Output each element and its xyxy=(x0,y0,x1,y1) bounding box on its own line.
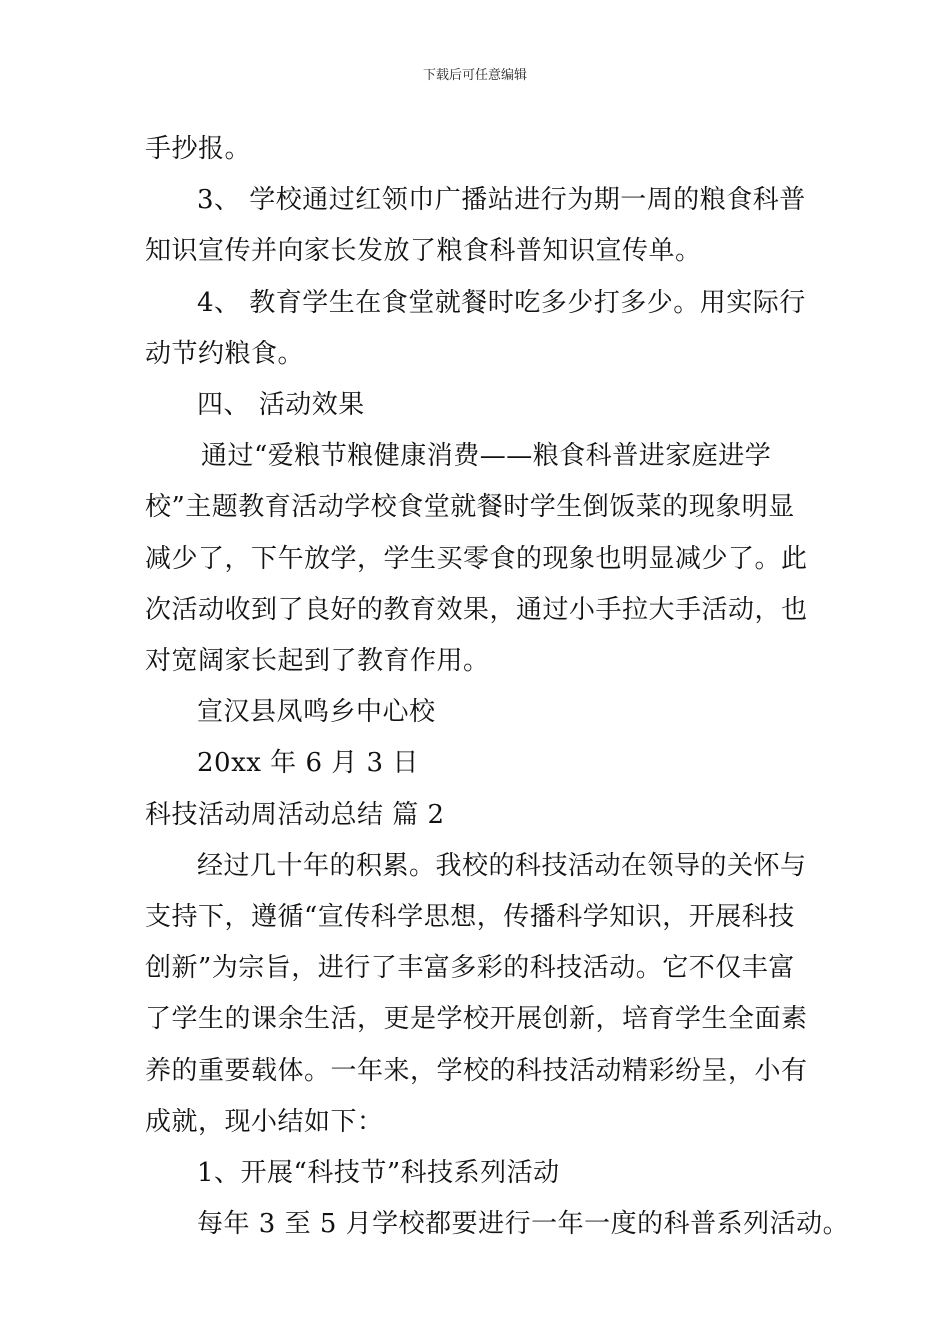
paragraph-start: 通过“爱粮节粮健康消费——粮食科普进家庭进学 xyxy=(201,441,772,472)
list-item-3: 3、 学校通过红领巾广播站进行为期一周的粮食科普 xyxy=(197,185,806,216)
text-line: 成就，现小结如下： xyxy=(145,1106,384,1137)
text-line: 校”主题教育活动学校食堂就餐时学生倒饭菜的现象明显 xyxy=(145,492,795,523)
section-heading: 四、 活动效果 xyxy=(197,390,365,421)
text-line: 了学生的课余生活，更是学校开展创新，培育学生全面素 xyxy=(145,1004,808,1035)
text-line: 手抄报。 xyxy=(145,134,252,164)
paragraph-start: 经过几十年的积累。我校的科技活动在领导的关怀与 xyxy=(197,850,807,881)
text-line: 创新”为宗旨，进行了丰富多彩的科技活动。它不仅丰富 xyxy=(145,953,795,984)
document-body xyxy=(145,124,850,1250)
list-item-1: 1、开展“科技节”科技系列活动 xyxy=(197,1158,560,1189)
text-line: 动节约粮食。 xyxy=(145,338,305,369)
text-line: 次活动收到了良好的教育效果，通过小手拉大手活动，也 xyxy=(145,594,808,625)
text-line: 减少了，下午放学，学生买零食的现象也明显减少了。此 xyxy=(145,543,808,574)
article-title: 科技活动周活动总结 篇 2 xyxy=(145,799,445,830)
text-line: 养的重要载体。一年来，学校的科技活动精彩纷呈，小有 xyxy=(145,1055,808,1086)
text-line: 知识宣传并向家长发放了粮食科普知识宣传单。 xyxy=(145,236,702,267)
text-line: 对宽阔家长起到了教育作用。 xyxy=(145,646,490,677)
signature-date: 20xx 年 6 月 3 日 xyxy=(197,748,419,779)
signature-school: 宣汉县凤鸣乡中心校 xyxy=(197,697,436,728)
list-item-4: 4、 教育学生在食堂就餐时吃多少打多少。用实际行 xyxy=(197,287,806,318)
page-header: 下载后可任意编辑 xyxy=(422,68,527,83)
paragraph-start: 每年 3 至 5 月学校都要进行一年一度的科普系列活动。 xyxy=(197,1209,850,1240)
text-line: 支持下，遵循“宣传科学思想，传播科学知识，开展科技 xyxy=(145,902,795,933)
